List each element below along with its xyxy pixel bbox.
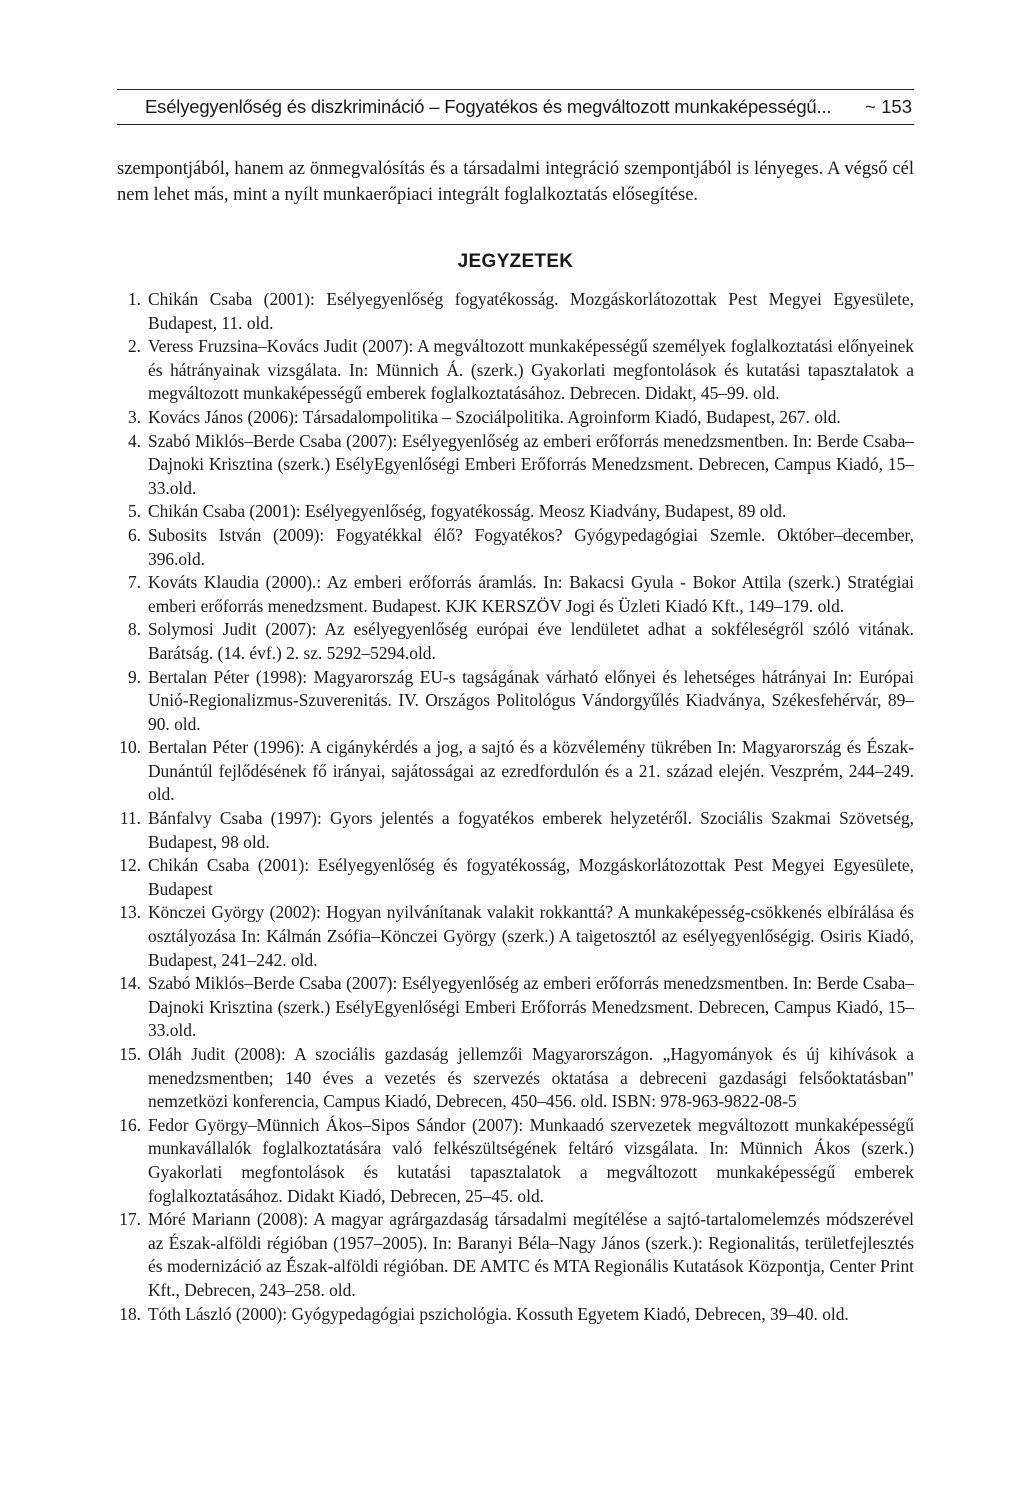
page-number-group [865,96,912,118]
header-separator: ~ [865,96,876,117]
note-number: 13. [119,902,141,923]
note-number: 9. [127,666,141,687]
note-item [117,854,914,901]
notes-heading: JEGYZETEK [457,251,574,272]
note-item [117,500,914,524]
note-text: Oláh Judit (2008): A szociális gazdaság jellemzői Magyarországon. „Hagyományok és új kihívások a menedzsmentben; 140 éves a vezetés és szervezés oktatása a debreceni gazdasági felsőoktatásban" nemzetközi konferencia, Campus Kiadó, Debrecen, 450–456. old. ISBN: 978-963-9822-08-5 [148,1044,914,1112]
note-text: Móré Mariann (2008): A magyar agrárgazdaság társadalmi megítélése a sajtó-tartalomelemzés módszerével az Észak-alföldi régióban (1957–2005). In: Baranyi Béla–Nagy János (szerk.): Regionalitás, területfejlesztés és modernizáció az Észak-alföldi régióban. DE AMTC és MTA Regionális Kutatások Központja, Center Print Kft., Debrecen, 243–258. old. [148,1209,914,1300]
note-text: Chikán Csaba (2001): Esélyegyenlőség és fogyatékosság, Mozgáskorlátozottak Pest Megyei Egyesülete, Budapest [148,855,914,899]
note-item [117,666,914,737]
note-number: 14. [119,973,141,994]
note-item [117,736,914,807]
note-text: Solymosi Judit (2007): Az esélyegyenlőség európai éve lendületet adhat a sokféleségről szóló vitának. Barátság. (14. évf.) 2. sz. 5292–5294.old. [148,619,914,663]
note-number: 12. [119,855,141,876]
note-item [117,618,914,665]
note-text: Könczei György (2002): Hogyan nyilvánítanak valakit rokkanttá? A munkaképesség-csökkenés elbírálása és osztályozása In: Kálmán Zsófia–Könczei György (szerk.) A taigetosztól az esélyegyenlőségig. Osiris Kiadó, Budapest, 241–242. old. [148,902,914,970]
note-text: Kováts Klaudia (2000).: Az emberi erőforrás áramlás. In: Bakacsi Gyula - Bokor Attila (szerk.) Stratégiai emberi erőforrás menedzsment. Budapest. KJK KERSZÖV Jogi és Üzleti Kiadó Kft., 149–179. old. [148,572,914,616]
note-number: 16. [119,1114,141,1135]
note-number: 7. [127,572,141,593]
notes-list [117,288,914,1326]
note-number: 4. [127,430,141,451]
note-item [117,807,914,854]
note-number: 17. [119,1209,141,1230]
running-header [117,89,914,125]
note-text: Bertalan Péter (1996): A cigánykérdés a jog, a sajtó és a közvélemény tükrében In: Magyarország és Észak-Dunántúl fejlődésének fő irányai, sajátosságai az ezredfordulón és a 21. század elején. Veszprém, 244–249. old. [148,737,914,805]
note-item [117,406,914,430]
note-text: Chikán Csaba (2001): Esélyegyenlőség fogyatékosság. Mozgáskorlátozottak Pest Megyei Egyesülete, Budapest, 11. old. [148,289,914,333]
note-number: 10. [119,737,141,758]
note-text: Szabó Miklós–Berde Csaba (2007): Esélyegyenlőség az emberi erőforrás menedzsmentben. In: Berde Csaba–Dajnoki Krisztina (szerk.) EsélyEgyenlőségi Emberi Erőforrás Menedzsment. Debrecen, Campus Kiadó, 15–33.old. [148,430,914,498]
note-number: 5. [127,501,141,522]
note-number: 6. [127,524,141,545]
note-text: Bertalan Péter (1998): Magyarország EU-s tagságának várható előnyei és lehetséges hátrányai In: Európai Unió-Regionalizmus-Szuverenitás. IV. Országos Politológus Vándorgyűlés Kiadványa, Székesfehérvár, 89–90. old. [148,666,914,734]
note-number: 15. [119,1044,141,1064]
note-item [117,972,914,1043]
note-item [117,430,914,501]
note-number: 2. [127,336,141,357]
note-text: Veress Fruzsina–Kovács Judit (2007): A megváltozott munkaképességű személyek foglalkoztatási előnyeinek és hátrányainak vizsgálata. In: Münnich Á. (szerk.) Gyakorlati megfontolások és kutatási tapasztalatok a megváltozott munkaképességű emberek foglalkoztatásához. Debrecen. Didakt, 45–99. old. [148,336,914,404]
note-item [117,1303,914,1327]
note-number: 8. [127,619,141,640]
header-title: Esélyegyenlőség és diszkrimináció – Fogyatékos és megváltozott munkaképességű... [145,96,832,117]
note-text: Chikán Csaba (2001): Esélyegyenlőség, fogyatékosság. Meosz Kiadvány, Budapest, 89 old. [148,501,787,522]
note-text: Kovács János (2006): Társadalompolitika – Szociálpolitika. Agroinform Kiadó, Budapest, 267. old. [148,406,841,427]
note-item [117,288,914,335]
note-number: 11. [119,808,141,829]
note-number: 1. [127,289,141,309]
note-text: Subosits István (2009): Fogyatékkal élő? Fogyatékos? Gyógypedagógiai Szemle. Október–december, 396.old. [148,524,914,569]
note-item [117,571,914,618]
note-text: Fedor György–Münnich Ákos–Sipos Sándor (2007): Munkaadó szervezetek megváltozott munkaképességű munkavállalók foglalkoztatására való felkészültségének feltáró vizsgálata. In: Münnich Ákos (szerk.) Gyakorlati megfontolások és kutatási tapasztalatok a megváltozott munkaképességű emberek foglalkoztatásához. Didakt Kiadó, Debrecen, 25–45. old. [148,1114,914,1206]
note-text: Szabó Miklós–Berde Csaba (2007): Esélyegyenlőség az emberi erőforrás menedzsmentben. In: Berde Csaba–Dajnoki Krisztina (szerk.) EsélyEgyenlőségi Emberi Erőforrás Menedzsment. Debrecen, Campus Kiadó, 15–33.old. [148,973,914,1041]
note-item [117,901,914,972]
note-text: Tóth László (2000): Gyógypedagógiai pszichológia. Kossuth Egyetem Kiadó, Debrecen, 39–40. old. [148,1303,849,1324]
intro-paragraph [117,156,914,208]
page-number: 153 [881,96,912,117]
note-item [117,335,914,406]
note-number: 18. [119,1303,141,1324]
note-item [117,1208,914,1302]
note-item [117,524,914,571]
note-item [117,1114,914,1208]
note-item [117,1043,914,1114]
note-text: Bánfalvy Csaba (1997): Gyors jelentés a fogyatékos emberek helyzetéről. Szociális Szakmai Szövetség, Budapest, 98 old. [148,808,914,852]
note-number: 3. [127,406,141,427]
intro-text: szempontjából, hanem az önmegvalósítás és a társadalmi integráció szempontjából is lényeges. A végső cél nem lehet más, mint a nyílt munkaerőpiaci integrált foglalkoztatás elősegítése. [117,159,914,205]
